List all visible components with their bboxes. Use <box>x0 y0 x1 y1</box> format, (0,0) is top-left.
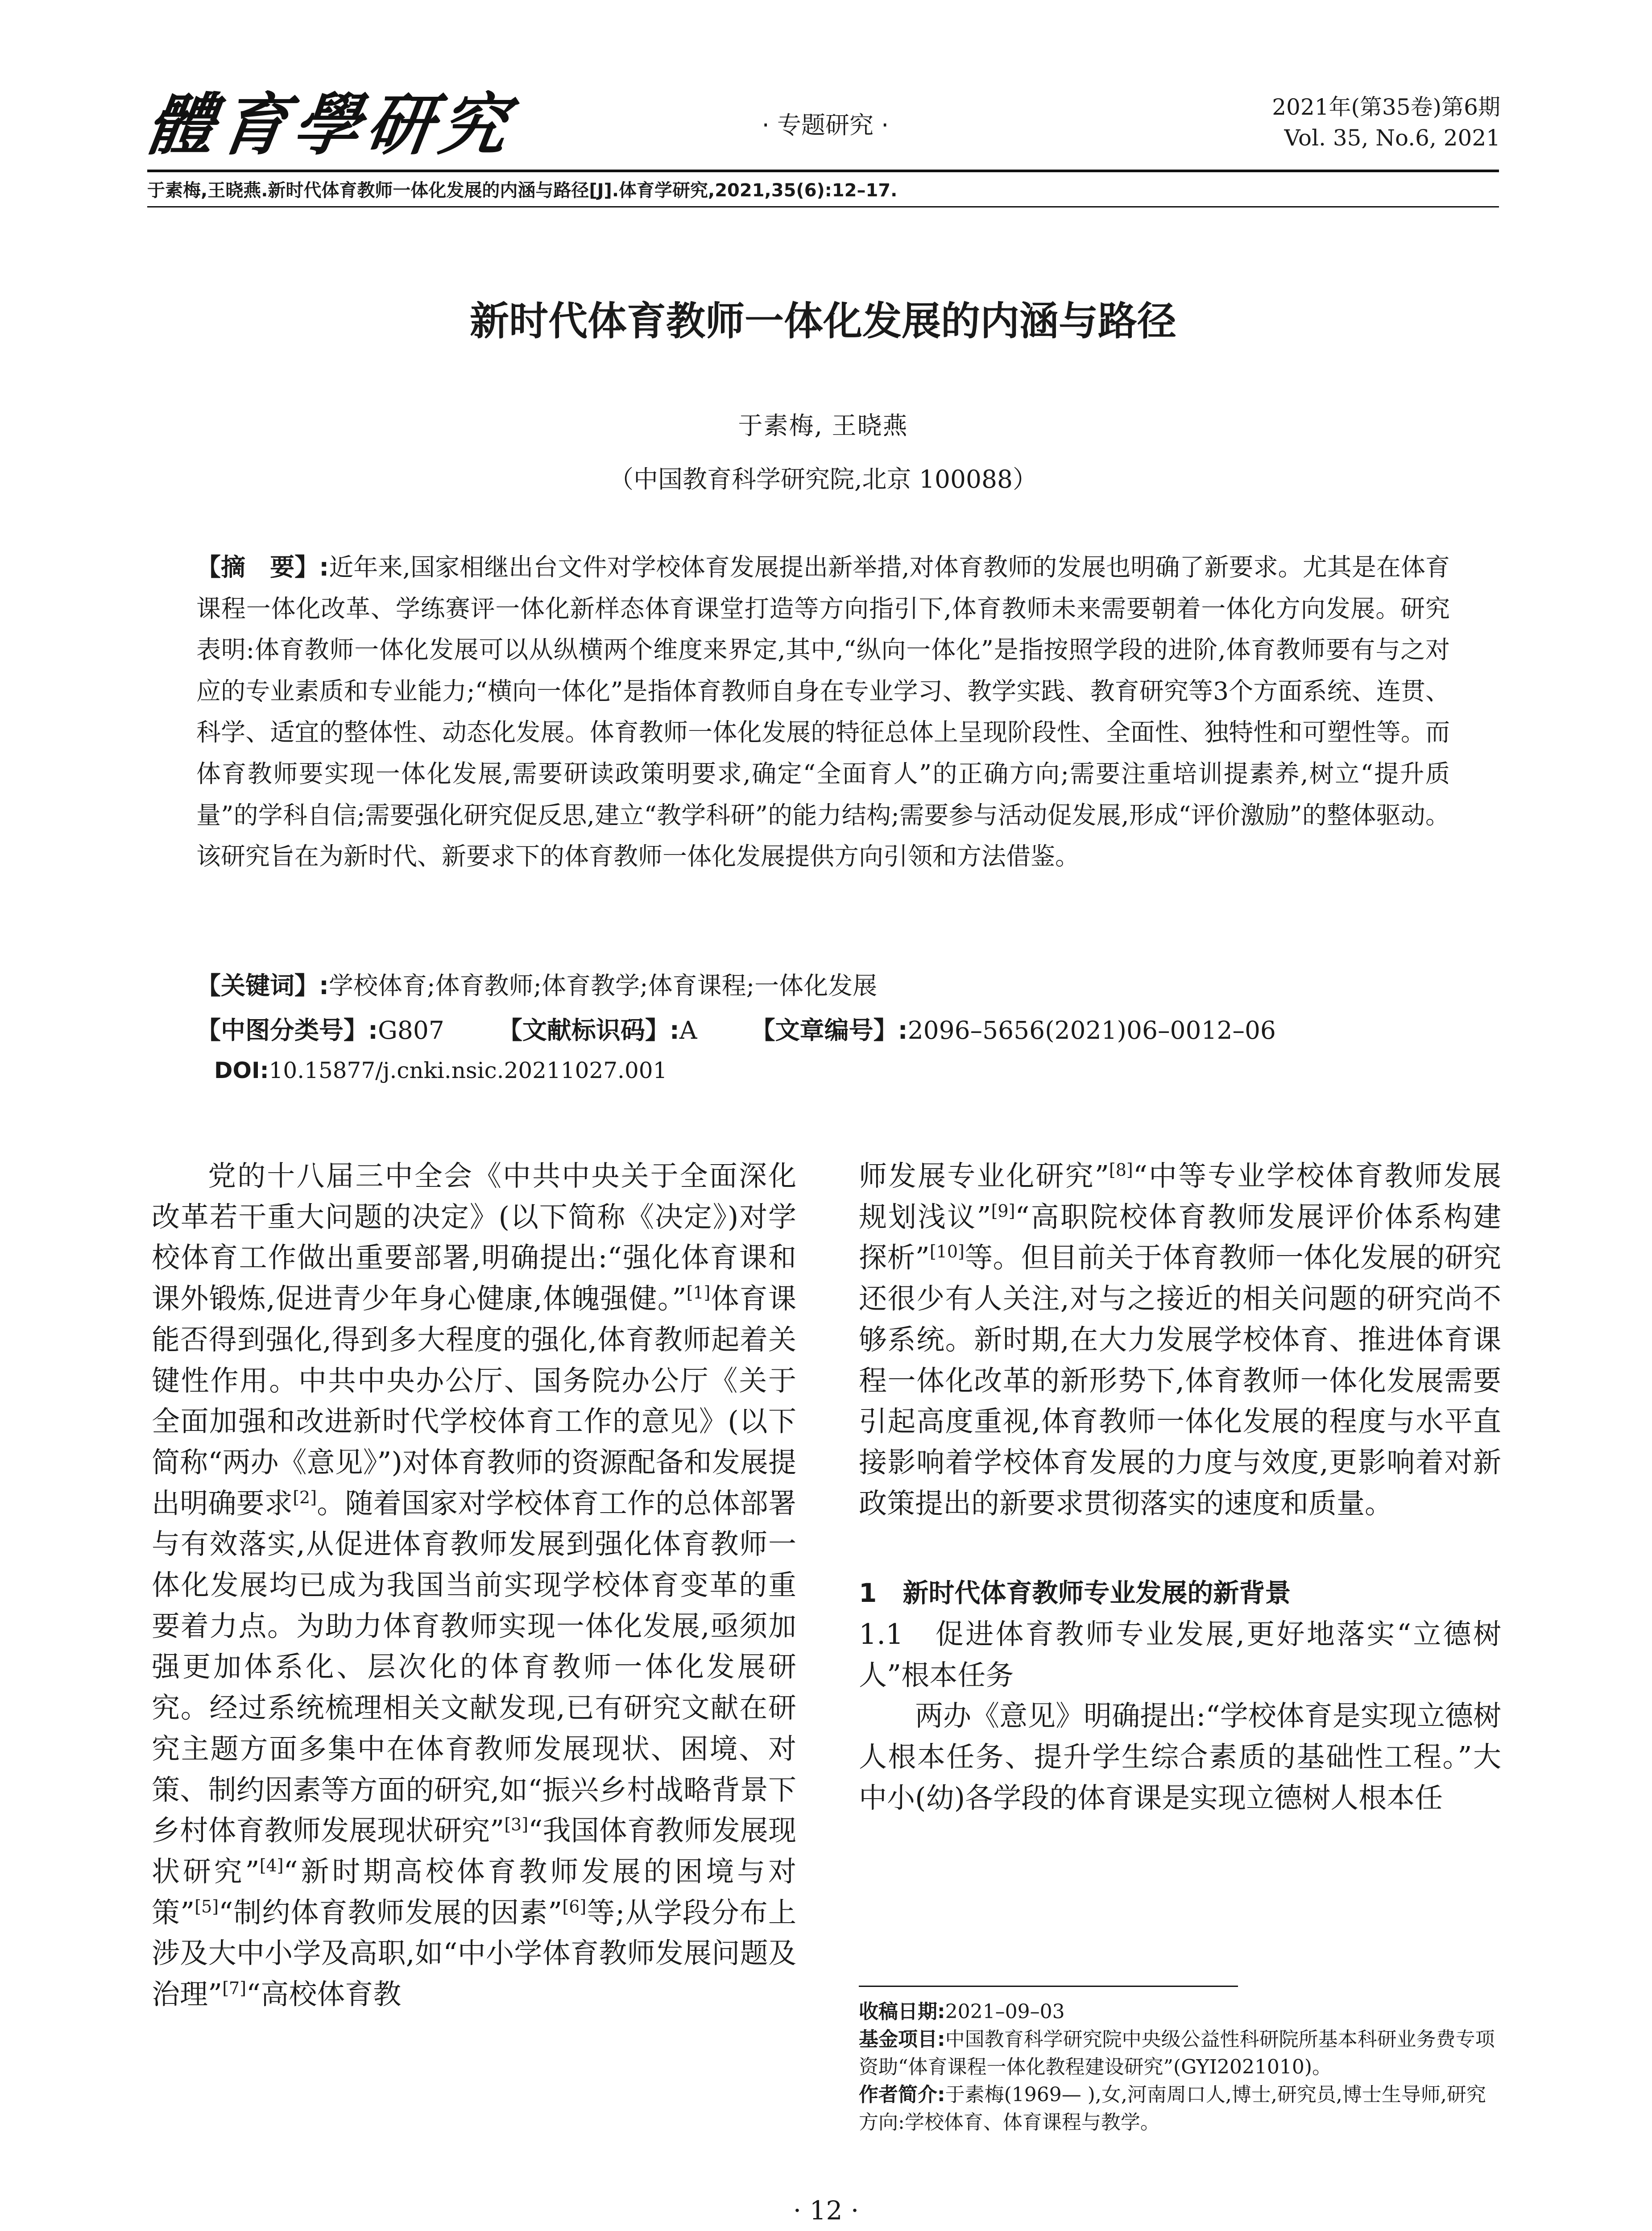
section-label: · 专题研究 · <box>762 111 889 139</box>
body-text: 体育课能否得到强化,得到多大程度的强化,体育教师起着关键性作用。中共中央办公厅、国务院办公厅《关于全面加强和改进新时代学校体育工作的意见》(以下简称“两办《意见》”)对体育教师的资源配备和发展提出明确要求 <box>152 1282 796 1520</box>
received-label: 收稿日期: <box>859 2000 945 2023</box>
reference-marker: [10] <box>929 1242 965 1262</box>
issue-info-english: Vol. 35, No.6, 2021 <box>1284 125 1500 151</box>
body-text: 师发展专业化研究” <box>859 1160 1109 1192</box>
body-paragraph <box>152 1156 796 2015</box>
author-affiliation: （中国教育科学研究院,北京 100088） <box>609 465 1037 493</box>
header-divider <box>147 170 1499 172</box>
abstract <box>196 547 1450 877</box>
body-text: 党的十八届三中全会《中共中央关于全面深化改革若干重大问题的决定》(以下简称《决定》)对学校体育工作做出重要部署,明确提出:“强化体育课和课外锻炼,促进青少年身心健康,体魄强健。” <box>152 1160 796 1315</box>
doc-code-label: 【文献标识码】: <box>497 1016 679 1045</box>
body-text: “中等专业学校体育教师发展规划浅议” <box>859 1160 1501 1233</box>
doi-value: 10.15877/j.cnki.nsic.20211027.001 <box>269 1057 667 1083</box>
fund-value: 中国教育科学研究院中央级公益性科研院所基本科研业务费专项资助“体育课程一体化教程建设研究”(GYI2021010)。 <box>859 2028 1495 2078</box>
article-no-label: 【文章编号】: <box>750 1016 908 1045</box>
clc-label: 【中图分类号】: <box>196 1016 378 1045</box>
subsection-heading: 1.1 促进体育教师专业发展,更好地落实“立德树人”根本任务 <box>859 1618 1501 1692</box>
abstract-text: 近年来,国家相继出台文件对学校体育发展提出新举措,对体育教师的发展也明确了新要求。尤其是在体育课程一体化改革、学练赛评一体化新样态体育课堂打造等方向指引下,体育教师未来需要朝着一体化方向发展。研究表明:体育教师一体化发展可以从纵横两个维度来界定,其中,“纵向一体化”是指按照学段的进阶,体育教师要有与之对应的专业素质和专业能力;“横向一体化”是指体育教师自身在专业学习、教学实践、教育研究等3个方面系统、连贯、科学、适宜的整体性、动态化发展。体育教师一体化发展的特征总体上呈现阶段性、全面性、独特性和可塑性等。而体育教师要实现一体化发展,需要研读政策明要求,确定“全面育人”的正确方向;需要注重培训提素养,树立“提升质量”的学科自信;需要强化研究促反思,建立“教学科研”的能力结构;需要参与活动促发展,形成“评价激励”的整体驱动。该研究旨在为新时代、新要求下的体育教师一体化发展提供方向引领和方法借鉴。 <box>196 553 1450 871</box>
body-text: “高校体育教 <box>246 1978 402 2011</box>
body-text: 等。但目前关于体育教师一体化发展的研究还很少有人关注,对与之接近的相关问题的研究尚不够系统。新时期,在大力发展学校体育、推进体育课程一体化改革的新形势下,体育教师一体化发展需要引起高度重视,体育教师一体化发展的程度与水平直接影响着学校体育发展的力度与效度,更影响着对新政策提出的新要求贯彻落实的速度和质量。 <box>859 1241 1501 1520</box>
footnotes <box>859 1998 1501 2136</box>
article-title: 新时代体育教师一体化发展的内涵与路径 <box>469 298 1176 344</box>
reference-marker: [4] <box>259 1855 284 1875</box>
body-text: “高职院校体育教师发展评价体系构建探析” <box>859 1200 1501 1274</box>
clc-value: G807 <box>378 1016 444 1045</box>
reference-marker: [9] <box>991 1201 1015 1221</box>
author-bio-value: 于素梅(1969— ),女,河南周口人,博士,研究员,博士生导师,研究方向:学校体育、体育课程与教学。 <box>859 2083 1486 2134</box>
body-column-right <box>859 1156 1501 1819</box>
article-authors: 于素梅, 王晓燕 <box>738 411 908 440</box>
reference-marker: [6] <box>562 1896 587 1916</box>
body-text: 。随着国家对学校体育工作的总体部署与有效落实,从促进体育教师发展到强化体育教师一体化发展均已成为我国当前实现学校体育变革的重要着力点。为助力体育教师实现一体化发展,亟须加强更加体系化、层次化的体育教师一体化发展研究。经过系统梳理相关文献发现,已有研究文献在研究主题方面多集中在体育教师发展现状、困境、对策、制约因素等方面的研究,如“振兴乡村战略背景下乡村体育教师发展现状研究” <box>152 1487 797 1847</box>
reference-marker: [8] <box>1109 1160 1133 1180</box>
body-text: “新时期高校体育教师发展的困境与对策” <box>152 1855 796 1929</box>
classification-line <box>196 1011 1276 1046</box>
article-no-value: 2096–5656(2021)06–0012–06 <box>907 1016 1276 1045</box>
body-paragraph <box>859 1156 1501 1524</box>
body-column-left <box>152 1156 796 2015</box>
reference-marker: [1] <box>686 1283 711 1303</box>
doi <box>214 1057 667 1083</box>
doi-label: DOI: <box>214 1057 269 1083</box>
keywords-text: 学校体育;体育教师;体育教学;体育课程;一体化发展 <box>329 971 878 1000</box>
citation-divider <box>147 206 1499 207</box>
author-bio-label: 作者简介: <box>859 2083 945 2106</box>
keywords <box>196 966 877 1001</box>
author-bio <box>859 2081 1501 2136</box>
issue-info-chinese: 2021年(第35卷)第6期 <box>1272 94 1500 120</box>
page-number: · 12 · <box>793 2195 859 2226</box>
abstract-label: 【摘 要】: <box>196 553 329 581</box>
reference-marker: [7] <box>222 1978 247 1999</box>
received-value: 2021–09–03 <box>945 2000 1065 2023</box>
section-heading: 1 新时代体育教师专业发展的新背景 <box>859 1578 1291 1609</box>
fund-info <box>859 2026 1501 2081</box>
body-text: “制约体育教师发展的因素” <box>219 1896 563 1929</box>
reference-marker: [5] <box>195 1896 219 1916</box>
doc-code-value: A <box>679 1016 697 1045</box>
fund-label: 基金项目: <box>859 2028 945 2051</box>
body-text: “我国体育教师发展现状研究” <box>152 1814 796 1888</box>
reference-marker: [3] <box>504 1815 529 1835</box>
spacer <box>859 1524 1501 1573</box>
received-date <box>859 1998 1501 2026</box>
body-paragraph: 两办《意见》明确提出:“学校体育是实现立德树人根本任务、提升学生综合素质的基础性工程。”大中小(幼)各学段的体育课是实现立德树人根本任 <box>859 1700 1501 1814</box>
reference-marker: [2] <box>293 1487 317 1507</box>
footnote-divider <box>859 1986 1238 1987</box>
body-text: 等;从学段分布上涉及大中小学及高职,如“中小学体育教师发展问题及治理” <box>152 1896 796 2011</box>
journal-logo: 體育學研究 <box>141 86 519 164</box>
citation-line: 于素梅,王晓燕.新时代体育教师一体化发展的内涵与路径[J].体育学研究,2021,35(6):12–17. <box>147 180 898 201</box>
keywords-label: 【关键词】: <box>196 971 329 1000</box>
